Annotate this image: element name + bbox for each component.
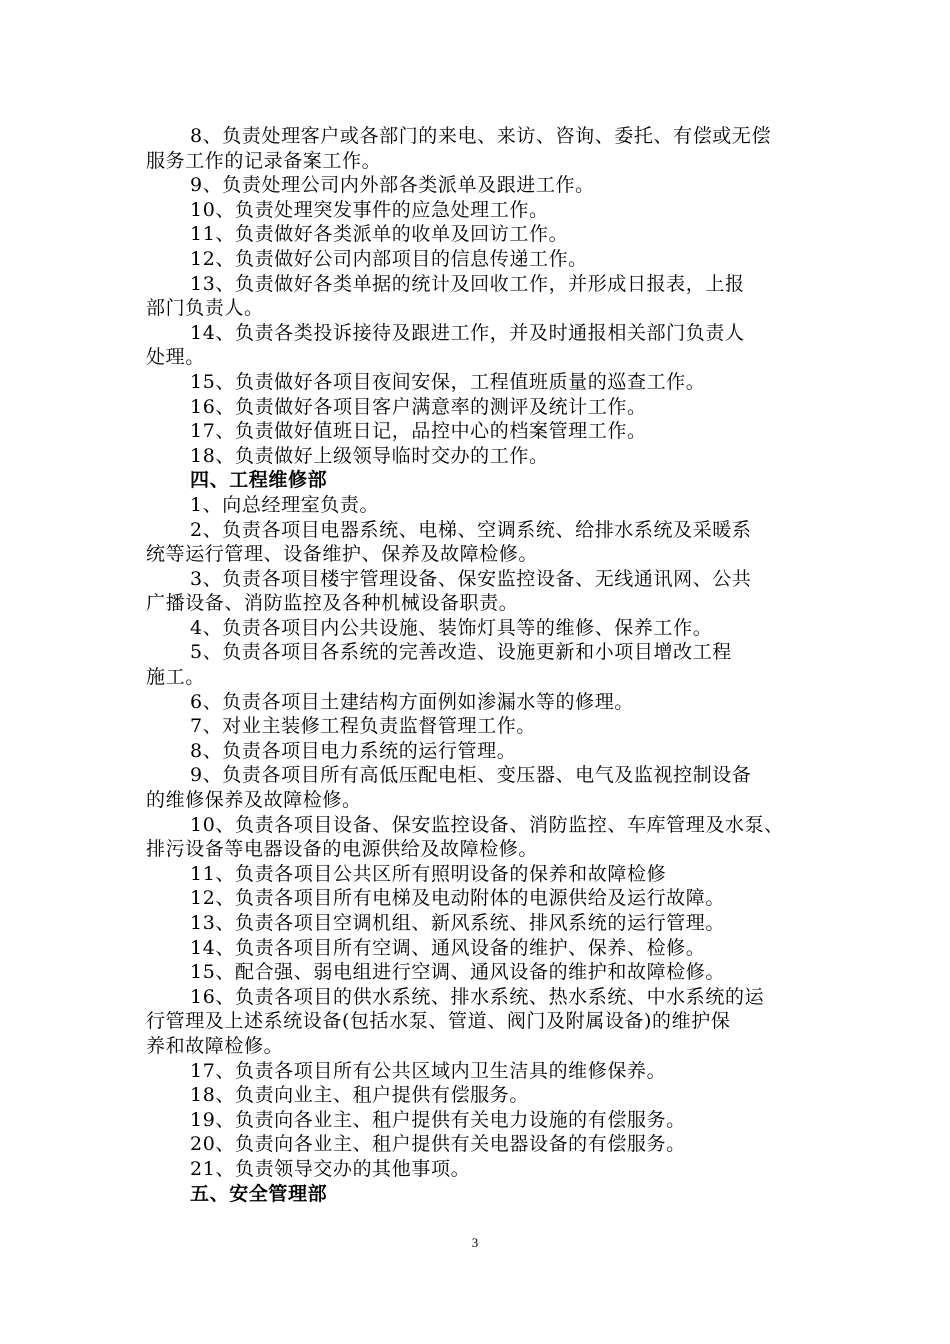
- text-line: 10、负责处理突发事件的应急处理工作。: [190, 198, 549, 221]
- page-number: 3: [471, 1235, 479, 1250]
- text-line: 15、负责做好各项目夜间安保，工程值班质量的巡查工作。: [190, 370, 706, 393]
- text-line: 3、负责各项目楼宇管理设备、保安监控设备、无线通讯网、公共: [190, 567, 752, 590]
- text-line: 19、负责向各业主、租户提供有关电力设施的有偿服务。: [190, 1108, 686, 1131]
- text-line: 的维修保养及故障检修。: [146, 789, 362, 812]
- text-line: 广播设备、消防监控及各种机械设备职责。: [146, 592, 519, 615]
- section-heading: 四、工程维修部: [190, 469, 328, 492]
- text-line: 服务工作的记录备案工作。: [146, 149, 382, 172]
- text-line: 20、负责向各业主、租户提供有关电器设备的有偿服务。: [190, 1133, 686, 1156]
- text-line: 11、负责各项目公共区所有照明设备的保养和故障检修: [190, 862, 667, 885]
- text-line: 18、负责做好上级领导临时交办的工作。: [190, 444, 549, 467]
- text-line: 7、对业主装修工程负责监督管理工作。: [190, 715, 536, 738]
- text-line: 排污设备等电器设备的电源供给及故障检修。: [146, 838, 539, 861]
- text-line: 16、负责做好各项目客户满意率的测评及统计工作。: [190, 395, 647, 418]
- text-line: 16、负责各项目的供水系统、排水系统、热水系统、中水系统的运: [190, 985, 765, 1008]
- text-line: 8、负责各项目电力系统的运行管理。: [190, 739, 517, 762]
- text-line: 17、负责各项目所有公共区域内卫生洁具的维修保养。: [190, 1059, 667, 1082]
- text-line: 14、负责各项目所有空调、通风设备的维护、保养、检修。: [190, 936, 706, 959]
- text-line: 5、负责各项目各系统的完善改造、设施更新和小项目增改工程: [190, 641, 732, 664]
- text-line: 4、负责各项目内公共设施、装饰灯具等的维修、保养工作。: [190, 616, 713, 639]
- text-line: 1、向总经理室负责。: [190, 493, 380, 516]
- text-line: 18、负责向业主、租户提供有偿服务。: [190, 1084, 529, 1107]
- text-line: 8、负责处理客户或各部门的来电、来访、咨询、委托、有偿或无偿: [190, 125, 772, 147]
- document-body: [146, 124, 806, 1206]
- text-line: 行管理及上述系统设备(包括水泵、管道、阀门及附属设备)的维护保: [146, 1010, 731, 1033]
- text-line: 6、负责各项目土建结构方面例如渗漏水等的修理。: [190, 690, 634, 713]
- text-line: 13、负责各项目空调机组、新风系统、排风系统的运行管理。: [190, 912, 725, 934]
- text-line: 14、负责各类投诉接待及跟进工作，并及时通报相关部门负责人: [190, 321, 745, 344]
- text-line: 17、负责做好值班日记，品控中心的档案管理工作。: [190, 420, 647, 443]
- text-line: 统等运行管理、设备维护、保养及故障检修。: [146, 543, 539, 566]
- text-line: 12、负责各项目所有电梯及电动附体的电源供给及运行故障。: [190, 887, 725, 910]
- text-line: 9、负责各项目所有高低压配电柜、变压器、电气及监视控制设备: [190, 764, 752, 787]
- text-line: 11、负责做好各类派单的收单及回访工作。: [190, 223, 569, 246]
- text-line: 处理。: [146, 346, 205, 369]
- text-line: 21、负责领导交办的其他事项。: [190, 1157, 471, 1180]
- text-line: 养和故障检修。: [146, 1034, 284, 1057]
- section-heading: 五、安全管理部: [190, 1182, 328, 1205]
- text-line: 2、负责各项目电器系统、电梯、空调系统、给排水系统及采暖系: [190, 518, 752, 541]
- text-line: 施工。: [146, 666, 205, 689]
- text-line: 部门负责人。: [146, 297, 264, 320]
- text-line: 10、负责各项目设备、保安监控设备、消防监控、车库管理及水泵、: [190, 813, 784, 836]
- text-line: 13、负责做好各类单据的统计及回收工作，并形成日报表，上报: [190, 272, 745, 295]
- text-line: 15、配合强、弱电组进行空调、通风设备的维护和故障检修。: [190, 961, 725, 984]
- text-line: 12、负责做好公司内部项目的信息传递工作。: [190, 247, 588, 270]
- text-line: 9、负责处理公司内外部各类派单及跟进工作。: [190, 174, 595, 197]
